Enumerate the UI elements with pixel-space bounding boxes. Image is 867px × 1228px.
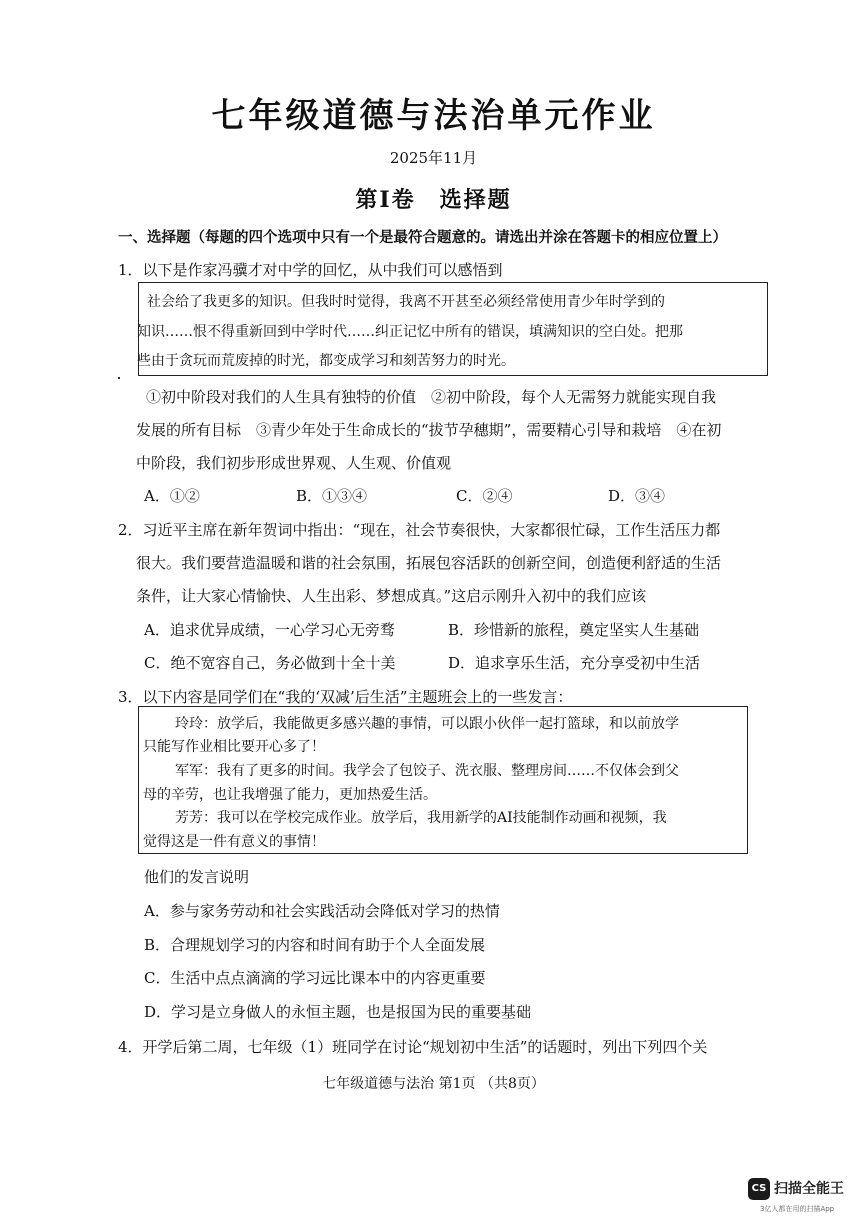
q3-quote-line: 觉得这是一件有意义的事情！: [143, 834, 325, 850]
q3-stem: 3．以下内容是同学们在“我的‘双减’后生活”主题班会上的一些发言：: [118, 688, 573, 706]
q3-quote-line: 军军：我有了更多的时间。我学会了包饺子、洗衣服、整理房间……不仅体会到父: [175, 763, 679, 779]
q3-quote-line: 母的辛劳，也让我增强了能力，更加热爱生活。: [143, 787, 437, 803]
q3-quote-line: 玲玲：放学后，我能做更多感兴趣的事情，可以跟小伙伴一起打篮球，和以前放学: [175, 716, 679, 732]
document-date: 2025年11月: [389, 149, 478, 167]
watermark-subtitle: 3亿人都在用的扫描App: [760, 1205, 835, 1213]
page-footer: 七年级道德与法治 第1页 （共8页）: [322, 1076, 545, 1092]
q2-option-a: A．追求优异成绩，一心学习心无旁骛: [144, 621, 395, 639]
q2-stem-line: 很大。我们要营造温暖和谐的社会氛围，拓展包容活跃的创新空间，创造便利舒适的生活: [136, 554, 722, 572]
q3-option-d: D．学习是立身做人的永恒主题，也是报国为民的重要基础: [144, 1003, 532, 1021]
q2-stem-line: 条件，让大家心情愉快、人生出彩、梦想成真。”这启示刚升入初中的我们应该: [136, 587, 647, 605]
q3-quote-line: 芳芳：我可以在学校完成作业。放学后，我用新学的AI技能制作动画和视频，我: [175, 810, 667, 826]
q3-lead: 他们的发言说明: [144, 868, 250, 886]
q1-option-b: B．①③④: [296, 487, 368, 505]
scan-speck: [118, 377, 120, 379]
section-heading: 第Ⅰ卷 选择题: [355, 187, 512, 213]
q3-option-a: A．参与家务劳动和社会实践活动会降低对学习的热情: [144, 902, 500, 920]
q1-statements-line: ①初中阶段对我们的人生具有独特的价值 ②初中阶段，每个人无需努力就能实现自我: [146, 388, 717, 406]
instructions: 一、选择题（每题的四个选项中只有一个是最符合题意的。请选出并涂在答题卡的相应位置上）: [118, 229, 727, 246]
q1-quote-line: 知识……恨不得重新回到中学时代……纠正记忆中所有的错误，填满知识的空白处。把那: [137, 324, 683, 340]
camscanner-logo-icon: CS: [748, 1178, 770, 1200]
q1-quote-line: 些由于贪玩而荒废掉的时光，都变成学习和刻苦努力的时光。: [137, 353, 515, 369]
q3-option-c: C．生活中点点滴滴的学习远比课本中的内容更重要: [144, 969, 486, 987]
q2-stem-line: 2．习近平主席在新年贺词中指出：“现在，社会节奏很快，大家都很忙碌，工作生活压力都: [118, 521, 721, 539]
q3-option-b: B．合理规划学习的内容和时间有助于个人全面发展: [144, 936, 486, 954]
q1-statements-line: 发展的所有目标 ③青少年处于生命成长的“拔节孕穗期”，需要精心引导和栽培 ④在初: [136, 421, 722, 439]
q4-stem: 4．开学后第二周，七年级（1）班同学在讨论“规划初中生活”的话题时，列出下列四个关: [118, 1038, 708, 1056]
q2-option-d: D．追求享乐生活，充分享受初中生活: [448, 654, 701, 672]
q3-quote-line: 只能写作业相比要开心多了！: [143, 739, 325, 755]
q1-quote-line: 社会给了我更多的知识。但我时时觉得，我离不开甚至必须经常使用青少年时学到的: [147, 294, 665, 310]
q3-quote-box: [138, 706, 748, 854]
q1-statements-line: 中阶段，我们初步形成世界观、人生观、价值观: [136, 454, 452, 472]
q1-stem: 1．以下是作家冯骥才对中学的回忆，从中我们可以感悟到: [118, 261, 503, 279]
q1-quote-box: [138, 282, 768, 376]
q2-option-c: C．绝不宽容自己，务必做到十全十美: [144, 654, 396, 672]
q2-option-b: B．珍惜新的旅程，奠定坚实人生基础: [448, 621, 700, 639]
watermark-name: 扫描全能王: [774, 1181, 844, 1197]
document-title: 七年级道德与法治单元作业: [211, 96, 656, 136]
q1-option-c: C．②④: [456, 487, 513, 505]
q1-option-d: D．③④: [608, 487, 666, 505]
q1-option-a: A．①②: [144, 487, 200, 505]
